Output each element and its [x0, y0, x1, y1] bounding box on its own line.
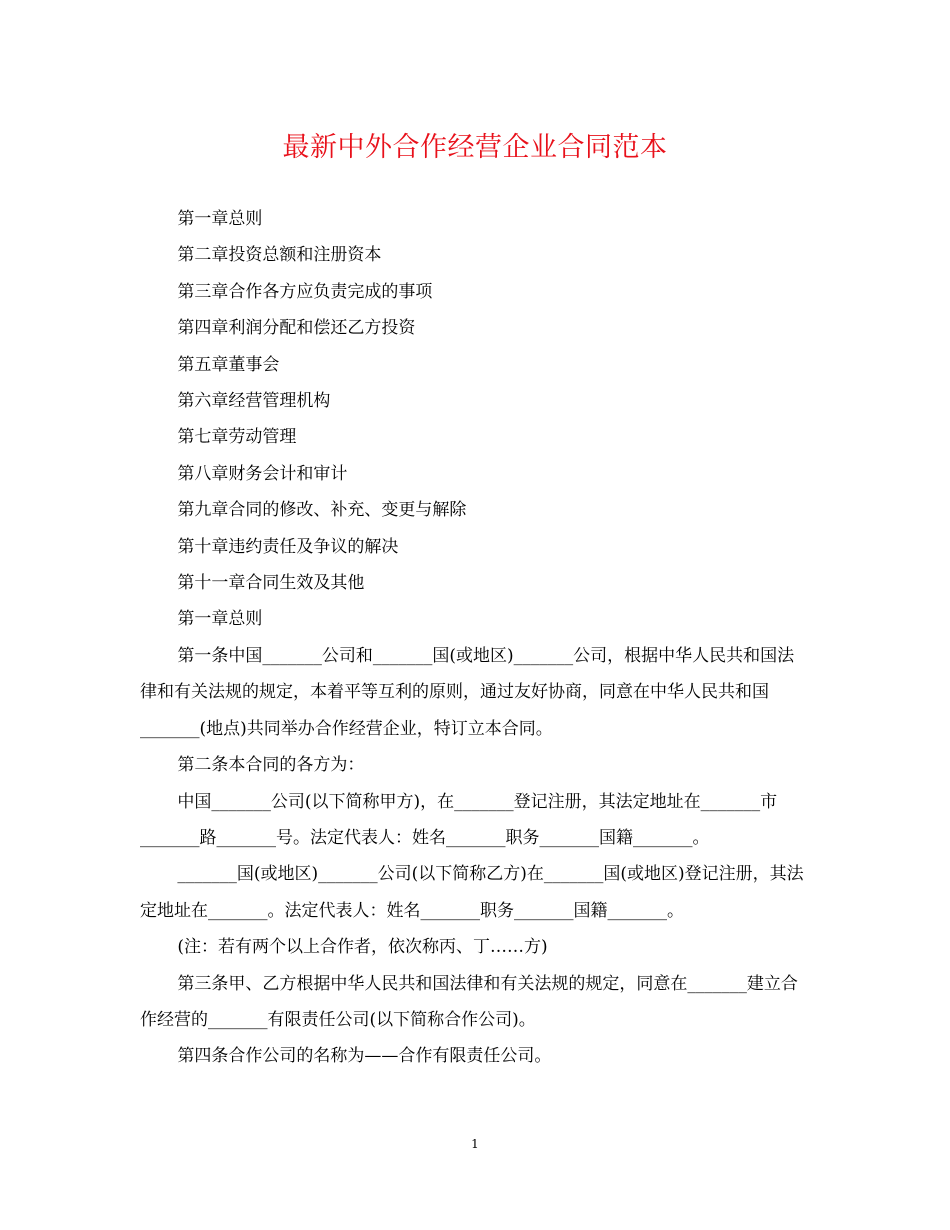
toc-chapter-5: 第五章董事会 — [177, 354, 280, 375]
page-number: 1 — [471, 1137, 479, 1151]
article-1: 第一条中国_______公司和_______国(或地区)_______公司，根据中华人民共和国法律和有关法规的规定，本着平等互利的原则，通过友好协商，同意在中华人民共和国_______(地点)共同举办合作经营企业，特订立本合同。 — [140, 645, 795, 739]
document-title: 最新中外合作经营企业合同范本 — [282, 132, 668, 163]
article-2: 第二条本合同的各方为： — [177, 755, 365, 776]
toc-chapter-11: 第十一章合同生效及其他 — [177, 573, 365, 594]
toc-chapter-1: 第一章总则 — [177, 209, 263, 229]
article-4: 第四条合作公司的名称为——合作有限责任公司。 — [177, 1046, 552, 1067]
toc-chapter-3: 第三章合作各方应负责完成的事项 — [177, 281, 433, 302]
party-a-details: 中国_______公司(以下简称甲方)，在_______登记注册，其法定地址在_______市_______路_______号。法定代表人：姓名_______职务_______国籍_______。 — [140, 791, 778, 848]
toc-chapter-10: 第十章违约责任及争议的解决 — [177, 536, 399, 557]
toc-chapter-6: 第六章经营管理机构 — [177, 391, 331, 412]
chapter-heading: 第一章总则 — [177, 609, 263, 630]
toc-chapter-7: 第七章劳动管理 — [177, 427, 297, 448]
article-3: 第三条甲、乙方根据中华人民共和国法律和有关法规的规定，同意在_______建立合作经营的_______有限责任公司(以下简称合作公司)。 — [140, 973, 798, 1030]
document-body — [140, 201, 810, 1075]
party-b-details: _______国(或地区)_______公司(以下简称乙方)在_______国(或地区)登记注册，其法定地址在_______。法定代表人：姓名_______职务_______国籍_______。 — [140, 864, 804, 921]
note-paragraph: (注：若有两个以上合作者，依次称丙、丁……方) — [177, 937, 548, 958]
toc-chapter-9: 第九章合同的修改、补充、变更与解除 — [177, 500, 467, 521]
toc-chapter-2: 第二章投资总额和注册资本 — [177, 245, 382, 266]
toc-chapter-8: 第八章财务会计和审计 — [177, 463, 348, 484]
toc-chapter-4: 第四章利润分配和偿还乙方投资 — [177, 318, 416, 339]
